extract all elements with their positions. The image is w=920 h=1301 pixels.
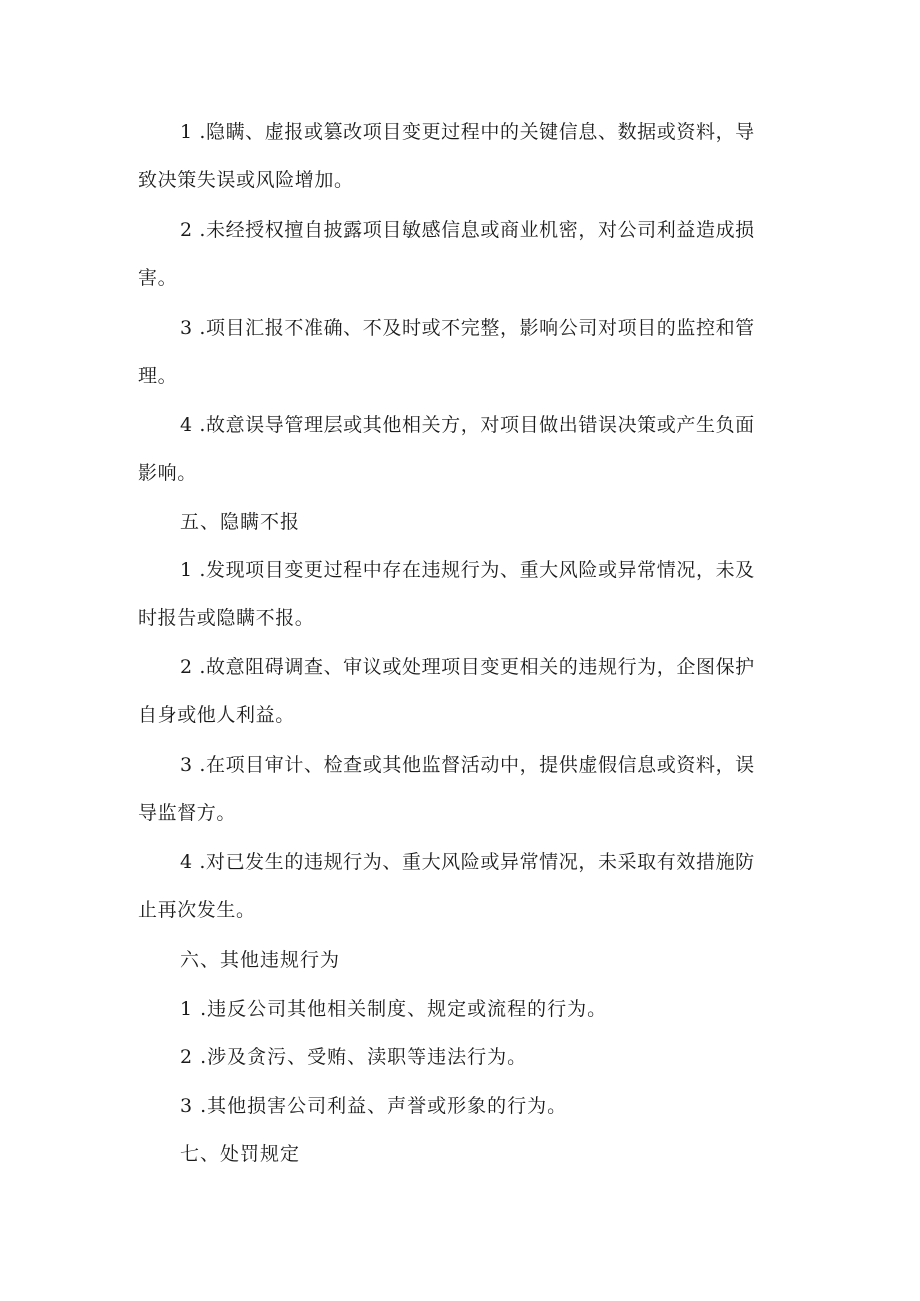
section-heading-7: 七、处罚规定	[180, 1143, 301, 1165]
paragraph-line: 害。	[138, 267, 178, 289]
paragraph-item-5-1	[138, 546, 778, 642]
paragraph-line: 时报告或隐瞒不报。	[138, 607, 315, 629]
paragraph-line: 2 .故意阻碍调查、审议或处理项目变更相关的违规行为，企图保护	[180, 656, 755, 678]
paragraph-line: 3 .项目汇报不准确、不及时或不完整，影响公司对项目的监控和管	[180, 317, 755, 339]
section-heading-6: 六、其他违规行为	[180, 949, 341, 971]
paragraph-line: 1 .发现项目变更过程中存在违规行为、重大风险或异常情况，未及	[180, 559, 755, 581]
paragraph-item-5-2	[138, 643, 778, 739]
paragraph-item-5-4	[138, 838, 778, 934]
paragraph-item-3	[138, 304, 778, 400]
list-item-6-3: 3 .其他损害公司利益、声誉或形象的行为。	[180, 1095, 568, 1117]
paragraph-line: 理。	[138, 365, 178, 387]
paragraph-line: 影响。	[138, 462, 197, 484]
paragraph-item-2	[138, 206, 778, 302]
paragraph-item-1	[138, 108, 778, 204]
paragraph-line: 致决策失误或风险增加。	[138, 169, 354, 191]
paragraph-line: 2 .未经授权擅自披露项目敏感信息或商业机密，对公司利益造成损	[180, 219, 755, 241]
paragraph-line: 1 .隐瞒、虚报或篡改项目变更过程中的关键信息、数据或资料，导	[180, 121, 755, 143]
paragraph-line: 3 .在项目审计、检查或其他监督活动中，提供虚假信息或资料，误	[180, 754, 755, 776]
paragraph-line: 止再次发生。	[138, 899, 256, 921]
section-heading-5: 五、隐瞒不报	[180, 511, 301, 533]
paragraph-line: 自身或他人利益。	[138, 704, 295, 726]
paragraph-line: 4 .故意误导管理层或其他相关方，对项目做出错误决策或产生负面	[180, 414, 755, 436]
paragraph-line: 4 .对已发生的违规行为、重大风险或异常情况，未采取有效措施防	[180, 851, 755, 873]
list-item-6-1: 1 .违反公司其他相关制度、规定或流程的行为。	[180, 998, 608, 1020]
paragraph-item-4	[138, 401, 778, 497]
paragraph-line: 导监督方。	[138, 802, 237, 824]
paragraph-item-5-3	[138, 741, 778, 837]
list-item-6-2: 2 .涉及贪污、受贿、渎职等违法行为。	[180, 1046, 528, 1068]
